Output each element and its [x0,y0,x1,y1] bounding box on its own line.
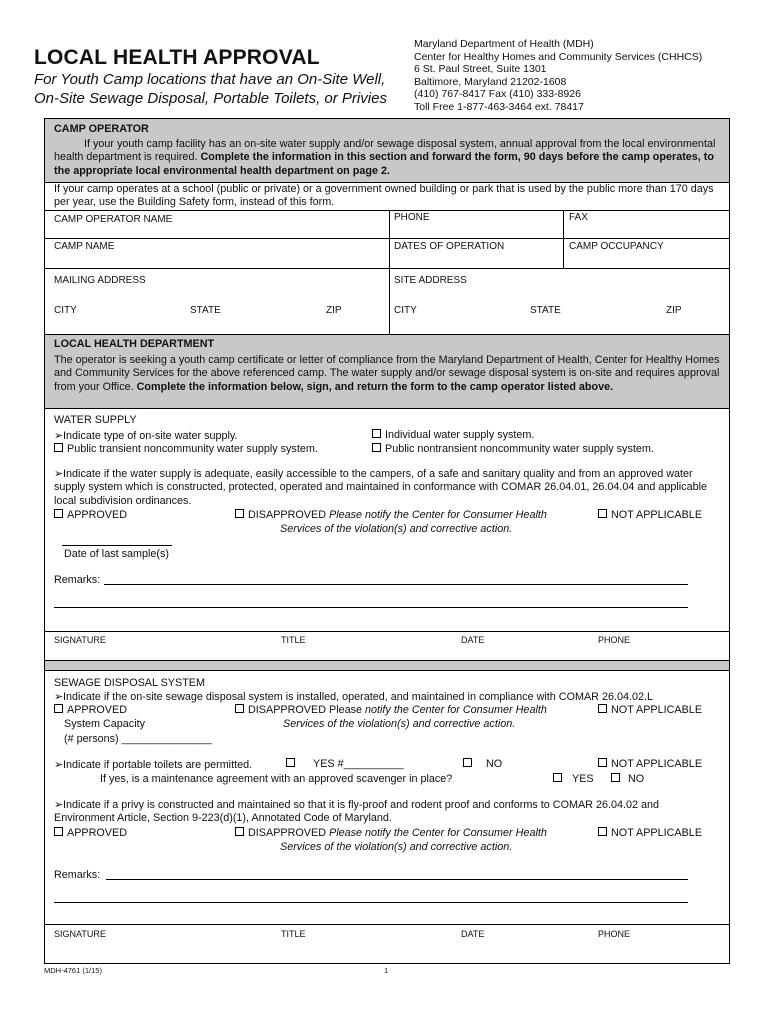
yes-label: YES [572,773,594,785]
sewage-phone-field[interactable]: PHONE [598,929,631,939]
privy-instruction: ➢Indicate if a privy is constructed and maintained so that it is fly-proof and rodent proof and conforms to COMAR 26.04.02 and Environment Article, Section 9-223(d)(1), Annotated Code of Maryland. [54,799,659,825]
form-subtitle-line1: For Youth Camp locations that have an On-Site Well, [34,71,386,88]
camp-operator-intro [54,138,720,178]
maintenance-no-option[interactable] [611,773,644,785]
checkbox[interactable] [598,704,607,713]
privy-disapproved-note2: Services of the violation(s) and corrective action. [280,841,513,853]
local-health-intro [54,354,720,394]
checkbox[interactable] [54,827,63,836]
water-phone-field[interactable]: PHONE [598,635,631,645]
camp-operator-heading: CAMP OPERATOR [54,123,149,135]
not-applicable-label: NOT APPLICABLE [611,758,703,770]
capacity-persons-field[interactable]: (# persons) _______________ [64,733,212,745]
address-line: Baltimore, Maryland 21202-1608 [414,75,567,88]
privy-disapproved-option[interactable] [235,827,547,839]
sewage-instruction: ➢Indicate if the on-site sewage disposal system is installed, operated, and maintained in compliance with COMAR 26.04.02.L [54,691,653,703]
water-approved-option[interactable] [54,509,127,521]
building-safety-note: If your camp operates at a school (public or private) or a government owned building or park that is used by the public more than 170 days per year, use the Building Safety form, instead of this form. [54,183,714,209]
not-applicable-label: NOT APPLICABLE [611,704,703,716]
sewage-disapproved-option[interactable] [235,704,547,716]
section-divider [45,661,729,670]
water-supply-heading: WATER SUPPLY [54,414,137,426]
water-remarks-line1[interactable] [104,584,688,585]
portable-na-option[interactable] [598,758,702,770]
opt-individual-label: Individual water supply system. [385,429,535,441]
checkbox[interactable] [372,429,381,438]
sewage-remarks-label: Remarks: [54,869,101,881]
agency-address [414,38,702,114]
city-field[interactable]: CITY [54,305,77,316]
address-line: Center for Healthy Homes and Community Services (CHHCS) [414,50,703,63]
checkbox[interactable] [598,827,607,836]
no-label: NO [628,773,645,785]
form-title: LOCAL HEALTH APPROVAL [34,46,320,69]
phone-field[interactable]: PHONE [394,212,430,223]
sewage-date-field[interactable]: DATE [461,929,485,939]
checkbox[interactable] [235,509,244,518]
address-line: Toll Free 1-877-463-3464 ext. 78417 [414,100,584,113]
checkbox[interactable] [553,773,562,782]
sewage-title-field[interactable]: TITLE [281,929,306,939]
water-date-field[interactable]: DATE [461,635,485,645]
sewage-remarks-line1[interactable] [106,879,688,880]
water-signature-field[interactable]: SIGNATURE [54,635,106,645]
disapproved-note: Please notify the Center for Consumer Health [329,827,547,839]
address-line: (410) 767-8417 Fax (410) 333-8926 [414,88,581,101]
checkbox[interactable] [235,827,244,836]
approved-label: APPROVED [67,704,127,716]
opt-individual[interactable] [372,429,534,441]
water-title-field[interactable]: TITLE [281,635,306,645]
sewage-na-option[interactable] [598,704,702,716]
site-state-field[interactable]: STATE [530,305,561,316]
mailing-address-field[interactable]: MAILING ADDRESS [54,275,146,286]
intro-text: If your youth camp facility has an on-site water supply and/or sewage disposal system, annual approval from the local environmental health department is required. [54,138,716,164]
privy-na-option[interactable] [598,827,702,839]
disapproved-note: notify the Center for Consumer Health [365,704,547,716]
dates-of-operation-field[interactable]: DATES OF OPERATION [394,241,505,252]
yes-number-label: YES #__________ [313,758,404,770]
water-remarks-label: Remarks: [54,574,101,586]
address-line: 6 St. Paul Street, Suite 1301 [414,63,547,76]
sewage-signature-field[interactable]: SIGNATURE [54,929,106,939]
local-health-text: The operator is seeking a youth camp certificate or letter of compliance from the Maryland Department of Health, Center for Healthy Homes and Community Services for the above referenced camp. The water supply and/or sewage disposal system is on-site and requires approval from your Office. [54,354,720,393]
state-field[interactable]: STATE [190,305,221,316]
water-disapproved-option[interactable] [235,509,547,521]
opt-transient[interactable] [54,443,318,455]
site-city-field[interactable]: CITY [394,305,417,316]
checkbox[interactable] [235,704,244,713]
camp-occupancy-field[interactable]: CAMP OCCUPANCY [569,241,664,252]
approved-label: APPROVED [67,827,127,839]
checkbox[interactable] [286,758,295,767]
portable-yes-option[interactable] [286,758,404,770]
opt-transient-label: Public transient noncommunity water supply system. [67,443,318,455]
portable-no-option[interactable] [463,758,502,770]
maintenance-agreement-question: If yes, is a maintenance agreement with an approved scavenger in place? [100,773,453,785]
sewage-approved-option[interactable] [54,704,127,716]
form-subtitle-line2: On-Site Sewage Disposal, Portable Toilets, or Privies [34,90,387,107]
local-health-instruction: Complete the information below, sign, and return the form to the camp operator listed above. [136,380,614,393]
checkbox[interactable] [463,758,472,767]
system-capacity-label: System Capacity [64,718,146,730]
site-address-field[interactable]: SITE ADDRESS [394,275,467,286]
fax-field[interactable]: FAX [569,212,588,223]
sewage-disapproved-note2: Services of the violation(s) and corrective action. [283,718,516,730]
portable-toilets-instruction: ➢Indicate if portable toilets are permitted. [54,759,253,771]
disapproved-note: Please notify the Center for Consumer Health [329,509,547,521]
water-na-option[interactable] [598,509,702,521]
disapproved-label: DISAPPROVED [248,509,326,521]
water-remarks-line2[interactable] [54,607,688,608]
address-line: Maryland Department of Health (MDH) [414,38,594,50]
intro-instruction: Complete the information in this section and forward the form, 90 days before the camp operates, to the appropriate local environmental health department on page 2. [54,151,714,177]
disapproved-label: DISAPPROVED Please [248,704,363,716]
camp-name-field[interactable]: CAMP NAME [54,241,115,252]
not-applicable-label: NOT APPLICABLE [611,827,703,839]
checkbox[interactable] [54,443,63,452]
not-applicable-label: NOT APPLICABLE [611,509,703,521]
no-label: NO [486,758,503,770]
water-disapproved-note2: Services of the violation(s) and corrective action. [280,523,513,535]
checkbox[interactable] [611,773,620,782]
checkbox[interactable] [54,704,63,713]
maintenance-yes-option[interactable] [553,773,594,785]
checkbox[interactable] [598,509,607,518]
form-id: MDH-4761 (1/15) [44,966,102,975]
water-type-instruction: ➢Indicate type of on-site water supply. [54,430,238,442]
opt-nontransient-label: Public nontransient noncommunity water supply system. [385,443,654,455]
checkbox[interactable] [598,758,607,767]
opt-nontransient[interactable] [372,443,654,455]
water-adequacy-instruction: ➢Indicate if the water supply is adequate, easily accessible to the campers, of a safe and sanitary quality and from an approved water supply system which is constructed, protected, operated and maintained in conformance with COMAR 26.04.01, 26.04.04 and applicable local subdivision ordinances. [54,468,707,507]
site-zip-field[interactable]: ZIP [666,305,682,316]
disapproved-label: DISAPPROVED [248,827,326,839]
page-number: 1 [384,966,389,975]
checkbox[interactable] [372,443,381,452]
local-health-heading: LOCAL HEALTH DEPARTMENT [54,338,215,350]
operator-name-field[interactable]: CAMP OPERATOR NAME [54,214,173,225]
privy-approved-option[interactable] [54,827,127,839]
zip-field[interactable]: ZIP [326,305,342,316]
approved-label: APPROVED [67,509,127,521]
sample-date-line[interactable] [62,545,172,546]
sewage-heading: SEWAGE DISPOSAL SYSTEM [54,677,205,689]
date-of-last-sample-label: Date of last sample(s) [64,548,170,560]
sewage-remarks-line2[interactable] [54,902,688,903]
checkbox[interactable] [54,509,63,518]
